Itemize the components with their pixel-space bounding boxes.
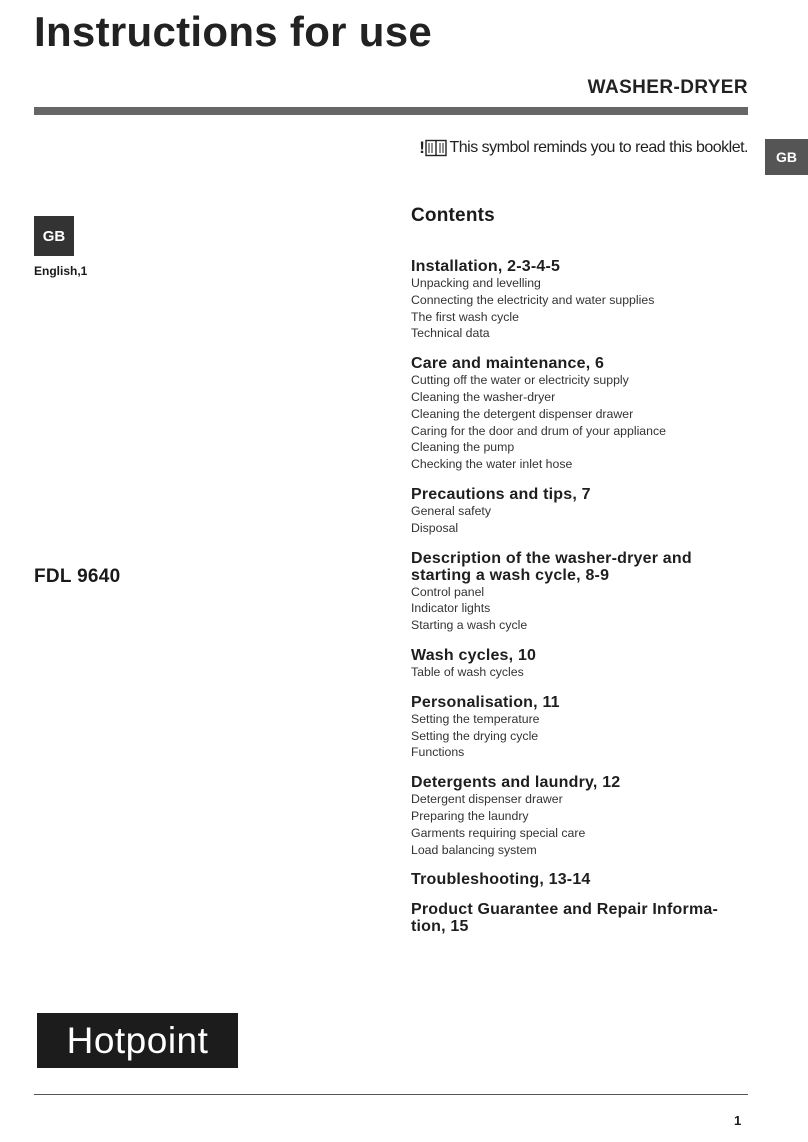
toc-section-title: Description of the washer-dryer and starting a wash cycle, 8-9: [411, 549, 692, 584]
toc-item: Cleaning the pump: [411, 440, 515, 455]
language-side-tab: GB: [765, 139, 808, 175]
toc-section-title: Precautions and tips, 7: [411, 485, 591, 503]
toc-item: Cutting off the water or electricity supply: [411, 373, 629, 388]
toc-item: Detergent dispenser drawer: [411, 792, 563, 807]
toc-section-title: Installation, 2-3-4-5: [411, 258, 561, 275]
toc-section: [411, 355, 751, 473]
toc-section-title: Wash cycles, 10: [411, 646, 537, 664]
toc-section: [411, 774, 751, 858]
toc-item: Checking the water inlet hose: [411, 457, 573, 472]
toc-item: Preparing the laundry: [411, 808, 529, 823]
toc-item: General safety: [411, 503, 491, 518]
toc-item: Cleaning the washer-dryer: [411, 389, 556, 404]
symbol-note: [419, 138, 748, 158]
toc-item: Setting the temperature: [411, 711, 540, 726]
toc-section-title: Personalisation, 11: [411, 693, 560, 711]
toc-item: Disposal: [411, 520, 459, 535]
language-badge: GB: [34, 216, 74, 256]
toc-item: Starting a wash cycle: [411, 618, 528, 633]
toc-section-title: Detergents and laundry, 12: [411, 774, 621, 792]
contents-heading: Contents: [411, 205, 495, 226]
page-number: 1: [734, 1113, 742, 1128]
title-divider: [34, 107, 748, 115]
symbol-note-text: This symbol reminds you to read this booklet.: [449, 139, 748, 156]
toc-section: [411, 647, 751, 681]
toc-item: Connecting the electricity and water supplies: [411, 292, 655, 307]
toc-item: Caring for the door and drum of your appliance: [411, 423, 666, 438]
toc-item: Functions: [411, 745, 465, 760]
toc-item: Cleaning the detergent dispenser drawer: [411, 406, 634, 421]
toc-item: Control panel: [411, 584, 485, 599]
toc-item: The first wash cycle: [411, 309, 519, 324]
warning-mark: !: [419, 138, 425, 157]
toc-item: Table of wash cycles: [411, 664, 524, 679]
toc-item: Setting the drying cycle: [411, 728, 539, 743]
toc-section-title: Care and maintenance, 6: [411, 355, 605, 373]
toc-item: Load balancing system: [411, 842, 537, 857]
toc-section: [411, 550, 751, 634]
toc-section-title: Troubleshooting, 13-14: [411, 871, 591, 889]
product-type: WASHER-DRYER: [587, 77, 748, 98]
toc-item: Technical data: [411, 326, 490, 341]
open-book-icon: [425, 139, 447, 157]
toc-section: [411, 901, 751, 935]
toc-section: [411, 486, 751, 537]
toc-item: Garments requiring special care: [411, 825, 586, 840]
toc-section: [411, 871, 751, 888]
language-label: English,1: [34, 264, 88, 278]
table-of-contents: [411, 258, 751, 948]
hotpoint-logo: Hotpoint: [37, 1013, 238, 1068]
toc-section: [411, 258, 751, 342]
document-title: Instructions for use: [34, 8, 433, 55]
toc-item: Unpacking and levelling: [411, 276, 541, 290]
toc-section: [411, 694, 751, 761]
toc-item: Indicator lights: [411, 601, 491, 616]
toc-section-title: Product Guarantee and Repair Informa-tion, 15: [411, 901, 719, 936]
footer-divider: [34, 1094, 748, 1095]
model-number: FDL 9640: [34, 566, 121, 587]
